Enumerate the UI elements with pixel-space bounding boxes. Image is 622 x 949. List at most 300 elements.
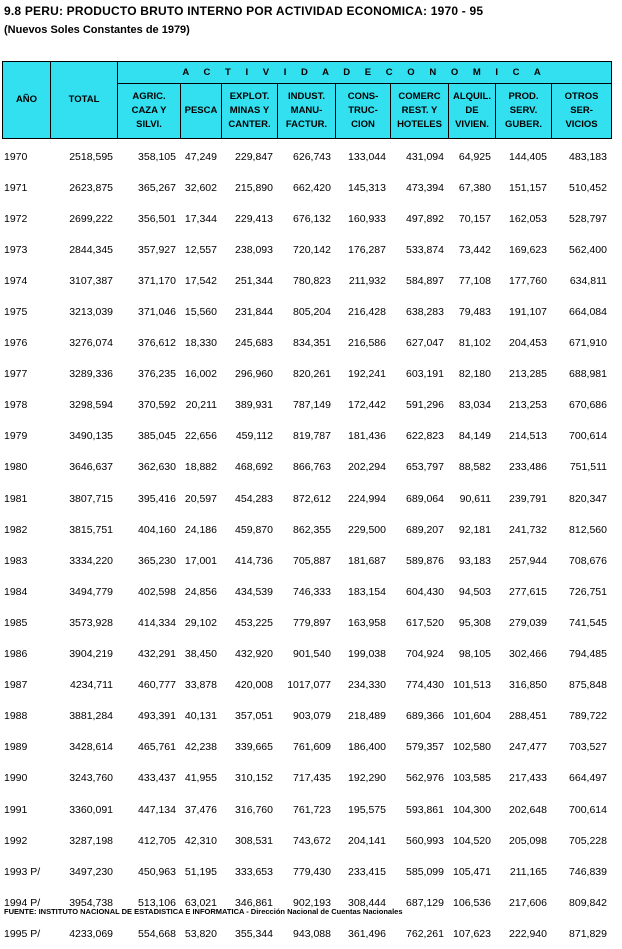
cell-value: 638,283 — [406, 306, 444, 319]
header-col-line: DE — [465, 105, 479, 116]
cell-value: 653,797 — [406, 461, 444, 474]
header-col-line: GUBER. — [505, 119, 542, 130]
cell-value: 3360,091 — [69, 803, 113, 816]
cell-value: 277,615 — [509, 585, 547, 598]
cell-value: 875,848 — [569, 679, 607, 692]
cell-value: 308,444 — [348, 896, 386, 909]
cell-value: 84,149 — [458, 430, 491, 443]
cell-value: 355,344 — [235, 927, 273, 940]
cell-value: 376,235 — [138, 368, 176, 381]
cell-value: 103,585 — [453, 772, 491, 785]
table-row — [2, 328, 611, 359]
cell-value: 204,141 — [348, 834, 386, 847]
row-year: 1995 P/ — [4, 927, 41, 940]
cell-value: 106,536 — [453, 896, 491, 909]
cell-value: 395,416 — [138, 492, 176, 505]
cell-value: 432,291 — [138, 648, 176, 661]
header-actividad-economica: A C T I V I D A D E C O N O M I C A — [118, 62, 612, 84]
cell-value: 497,892 — [406, 212, 444, 225]
cell-value: 376,612 — [138, 337, 176, 350]
cell-value: 102,580 — [453, 741, 491, 754]
row-year: 1985 — [4, 616, 28, 629]
cell-value: 81,102 — [458, 337, 491, 350]
header-col-line: CANTER. — [228, 119, 271, 130]
cell-value: 700,614 — [569, 803, 607, 816]
table-row — [2, 483, 611, 514]
header-col-line: SER- — [570, 105, 593, 116]
cell-value: 17,542 — [184, 274, 217, 287]
row-year: 1970 — [4, 150, 28, 163]
cell-value: 20,597 — [184, 492, 217, 505]
cell-value: 3904,219 — [69, 648, 113, 661]
header-total: TOTAL — [51, 62, 118, 139]
cell-value: 101,604 — [453, 710, 491, 723]
cell-value: 450,963 — [138, 865, 176, 878]
cell-value: 664,497 — [569, 772, 607, 785]
header-col-line: CAZA Y — [131, 105, 167, 116]
cell-value: 302,466 — [509, 648, 547, 661]
cell-value: 98,105 — [458, 648, 491, 661]
cell-value: 93,183 — [458, 554, 491, 567]
header-col-line: COMERC — [398, 91, 441, 102]
row-year: 1988 — [4, 710, 28, 723]
cell-value: 705,887 — [293, 554, 331, 567]
cell-value: 579,357 — [406, 741, 444, 754]
cell-value: 746,839 — [569, 865, 607, 878]
cell-value: 789,722 — [569, 710, 607, 723]
cell-value: 216,428 — [348, 306, 386, 319]
cell-value: 687,129 — [406, 896, 444, 909]
table-row — [2, 763, 611, 794]
cell-value: 688,981 — [569, 368, 607, 381]
cell-value: 720,142 — [293, 243, 331, 256]
cell-value: 622,823 — [406, 430, 444, 443]
cell-value: 820,261 — [293, 368, 331, 381]
cell-value: 617,520 — [406, 616, 444, 629]
cell-value: 51,195 — [184, 865, 217, 878]
cell-value: 741,545 — [569, 616, 607, 629]
cell-value: 333,653 — [235, 865, 273, 878]
cell-value: 385,045 — [138, 430, 176, 443]
cell-value: 2623,875 — [69, 181, 113, 194]
cell-value: 3287,198 — [69, 834, 113, 847]
cell-value: 809,842 — [569, 896, 607, 909]
cell-value: 626,743 — [293, 150, 331, 163]
header-col-3 — [278, 84, 336, 139]
cell-value: 627,047 — [406, 337, 444, 350]
cell-value: 181,436 — [348, 430, 386, 443]
cell-value: 412,705 — [138, 834, 176, 847]
cell-value: 183,154 — [348, 585, 386, 598]
header-col-line: EXPLOT. — [229, 91, 270, 102]
cell-value: 533,874 — [406, 243, 444, 256]
cell-value: 779,430 — [293, 865, 331, 878]
cell-value: 229,413 — [235, 212, 273, 225]
cell-value: 774,430 — [406, 679, 444, 692]
row-year: 1971 — [4, 181, 28, 194]
cell-value: 22,656 — [184, 430, 217, 443]
cell-value: 717,435 — [293, 772, 331, 785]
table-row — [2, 359, 611, 390]
cell-value: 151,157 — [509, 181, 547, 194]
cell-value: 64,925 — [458, 150, 491, 163]
cell-value: 79,483 — [458, 306, 491, 319]
cell-value: 465,761 — [138, 741, 176, 754]
cell-value: 310,152 — [235, 772, 273, 785]
cell-value: 202,294 — [348, 461, 386, 474]
cell-value: 172,442 — [348, 399, 386, 412]
cell-value: 245,683 — [235, 337, 273, 350]
cell-value: 92,181 — [458, 523, 491, 536]
cell-value: 433,437 — [138, 772, 176, 785]
cell-value: 459,112 — [235, 430, 273, 443]
cell-value: 743,672 — [293, 834, 331, 847]
header-col-line: VICIOS — [565, 119, 598, 130]
cell-value: 296,960 — [235, 368, 273, 381]
cell-value: 591,296 — [406, 399, 444, 412]
table-row — [2, 670, 611, 701]
cell-value: 3646,637 — [69, 461, 113, 474]
cell-value: 101,513 — [453, 679, 491, 692]
cell-value: 703,527 — [569, 741, 607, 754]
cell-value: 73,442 — [458, 243, 491, 256]
row-year: 1979 — [4, 430, 28, 443]
header-col-line: MANU- — [290, 105, 323, 116]
row-year: 1984 — [4, 585, 28, 598]
cell-value: 90,611 — [459, 492, 491, 505]
cell-value: 37,476 — [184, 803, 217, 816]
cell-value: 47,249 — [184, 150, 217, 163]
data-table — [2, 141, 611, 949]
table-row — [2, 265, 611, 296]
cell-value: 604,430 — [406, 585, 444, 598]
cell-value: 339,665 — [235, 741, 273, 754]
header-col-line: AGRIC. — [132, 91, 166, 102]
cell-value: 459,870 — [235, 523, 273, 536]
cell-value: 3428,614 — [69, 741, 113, 754]
cell-value: 589,876 — [406, 554, 444, 567]
table-row — [2, 794, 611, 825]
cell-value: 432,920 — [235, 648, 273, 661]
cell-value: 356,501 — [138, 212, 176, 225]
cell-value: 513,106 — [138, 896, 176, 909]
row-year: 1989 — [4, 741, 28, 754]
header-year: AÑO — [3, 62, 51, 139]
cell-value: 222,940 — [509, 927, 547, 940]
cell-value: 689,207 — [406, 523, 444, 536]
cell-value: 689,366 — [406, 710, 444, 723]
cell-value: 12,557 — [184, 243, 217, 256]
cell-value: 251,344 — [235, 274, 273, 287]
cell-value: 279,039 — [509, 616, 547, 629]
cell-value: 53,820 — [184, 927, 217, 940]
cell-value: 29,102 — [184, 616, 217, 629]
table-row — [2, 514, 611, 545]
cell-value: 24,856 — [184, 585, 217, 598]
cell-value: 239,791 — [509, 492, 547, 505]
cell-value: 217,606 — [509, 896, 547, 909]
cell-value: 176,287 — [348, 243, 386, 256]
cell-value: 834,351 — [293, 337, 331, 350]
cell-value: 447,134 — [138, 803, 176, 816]
cell-value: 2699,222 — [69, 212, 113, 225]
cell-value: 3815,751 — [69, 523, 113, 536]
cell-value: 943,088 — [293, 927, 331, 940]
cell-value: 634,811 — [569, 274, 607, 287]
cell-value: 211,932 — [348, 274, 386, 287]
cell-value: 871,829 — [569, 927, 607, 940]
table-row — [2, 141, 611, 172]
cell-value: 670,686 — [569, 399, 607, 412]
cell-value: 3573,928 — [69, 616, 113, 629]
table-row — [2, 452, 611, 483]
cell-value: 862,355 — [293, 523, 331, 536]
cell-value: 662,420 — [293, 181, 331, 194]
cell-value: 2844,345 — [69, 243, 113, 256]
header-col-line: HOTELES — [397, 119, 442, 130]
cell-value: 195,575 — [348, 803, 386, 816]
cell-value: 3243,760 — [69, 772, 113, 785]
cell-value: 453,225 — [235, 616, 273, 629]
cell-value: 3497,230 — [69, 865, 113, 878]
cell-value: 794,485 — [569, 648, 607, 661]
cell-value: 191,107 — [509, 306, 547, 319]
cell-value: 585,099 — [406, 865, 444, 878]
cell-value: 288,451 — [509, 710, 547, 723]
cell-value: 83,034 — [458, 399, 491, 412]
cell-value: 704,924 — [406, 648, 444, 661]
row-year: 1983 — [4, 554, 28, 567]
row-year: 1981 — [4, 492, 28, 505]
cell-value: 186,400 — [348, 741, 386, 754]
row-year: 1982 — [4, 523, 28, 536]
cell-value: 247,477 — [509, 741, 547, 754]
table-row — [2, 172, 611, 203]
page-subtitle: (Nuevos Soles Constantes de 1979) — [4, 24, 190, 36]
row-year: 1993 P/ — [4, 865, 41, 878]
cell-value: 761,609 — [293, 741, 331, 754]
row-year: 1977 — [4, 368, 28, 381]
cell-value: 726,751 — [569, 585, 607, 598]
header-col-7 — [496, 84, 552, 139]
cell-value: 233,415 — [348, 865, 386, 878]
table-row — [2, 856, 611, 887]
cell-value: 901,540 — [293, 648, 331, 661]
cell-value: 554,668 — [138, 927, 176, 940]
cell-value: 213,285 — [509, 368, 547, 381]
row-year: 1972 — [4, 212, 28, 225]
cell-value: 211,165 — [509, 865, 547, 878]
cell-value: 33,878 — [184, 679, 217, 692]
header-col-line: CONS- — [347, 91, 379, 102]
cell-value: 202,648 — [509, 803, 547, 816]
row-year: 1980 — [4, 461, 28, 474]
header-col-line: ALQUIL. — [453, 91, 491, 102]
cell-value: 812,560 — [569, 523, 607, 536]
cell-value: 779,897 — [293, 616, 331, 629]
cell-value: 217,433 — [509, 772, 547, 785]
cell-value: 199,038 — [348, 648, 386, 661]
table-row — [2, 390, 611, 421]
header-col-line: MINAS Y — [229, 105, 270, 116]
table-row — [2, 918, 611, 949]
header-col-line: INDUST. — [288, 91, 325, 102]
cell-value: 16,002 — [184, 368, 217, 381]
cell-value: 664,084 — [569, 306, 607, 319]
cell-value: 365,230 — [138, 554, 176, 567]
cell-value: 2518,595 — [69, 150, 113, 163]
cell-value: 3107,387 — [69, 274, 113, 287]
cell-value: 3881,284 — [69, 710, 113, 723]
cell-value: 214,513 — [509, 430, 547, 443]
cell-value: 104,520 — [453, 834, 491, 847]
cell-value: 169,623 — [509, 243, 547, 256]
cell-value: 162,053 — [509, 212, 547, 225]
cell-value: 20,211 — [185, 399, 217, 412]
cell-value: 510,452 — [569, 181, 607, 194]
cell-value: 94,503 — [458, 585, 491, 598]
cell-value: 404,160 — [138, 523, 176, 536]
cell-value: 82,180 — [458, 368, 491, 381]
cell-value: 389,931 — [235, 399, 273, 412]
table-row — [2, 576, 611, 607]
cell-value: 42,310 — [184, 834, 217, 847]
cell-value: 316,760 — [235, 803, 273, 816]
cell-value: 460,777 — [138, 679, 176, 692]
cell-value: 689,064 — [406, 492, 444, 505]
cell-value: 145,313 — [348, 181, 386, 194]
cell-value: 229,847 — [235, 150, 273, 163]
cell-value: 77,108 — [458, 274, 491, 287]
cell-value: 15,560 — [184, 306, 217, 319]
cell-value: 17,344 — [184, 212, 217, 225]
header-col-2 — [222, 84, 278, 139]
header-col-line: VIVIEN. — [455, 119, 489, 130]
row-year: 1978 — [4, 399, 28, 412]
cell-value: 358,105 — [138, 150, 176, 163]
cell-value: 205,098 — [509, 834, 547, 847]
header-col-line: PROD. — [508, 91, 539, 102]
cell-value: 584,897 — [406, 274, 444, 287]
cell-value: 3494,779 — [69, 585, 113, 598]
cell-value: 229,500 — [348, 523, 386, 536]
cell-value: 528,797 — [569, 212, 607, 225]
table-row — [2, 639, 611, 670]
source-note: FUENTE: INSTITUTO NACIONAL DE ESTADISTICA E INFORMATICA - Dirección Nacional de Cuentas Nacionales — [4, 907, 403, 916]
cell-value: 107,623 — [453, 927, 491, 940]
cell-value: 371,170 — [138, 274, 176, 287]
row-year: 1994 P/ — [4, 896, 41, 909]
cell-value: 493,391 — [138, 710, 176, 723]
cell-value: 192,241 — [348, 368, 386, 381]
row-year: 1986 — [4, 648, 28, 661]
cell-value: 357,927 — [138, 243, 176, 256]
cell-value: 3954,738 — [69, 896, 113, 909]
header-col-line: PESCA — [184, 105, 218, 116]
header-col-4 — [336, 84, 391, 139]
cell-value: 70,157 — [458, 212, 491, 225]
header-col-line: OTROS — [564, 91, 599, 102]
cell-value: 3334,220 — [69, 554, 113, 567]
cell-value: 746,333 — [293, 585, 331, 598]
cell-value: 562,400 — [569, 243, 607, 256]
header-col-1 — [181, 84, 222, 139]
cell-value: 215,890 — [235, 181, 273, 194]
cell-value: 41,955 — [184, 772, 217, 785]
cell-value: 820,347 — [569, 492, 607, 505]
cell-value: 473,394 — [406, 181, 444, 194]
cell-value: 238,093 — [235, 243, 273, 256]
cell-value: 32,602 — [184, 181, 217, 194]
cell-value: 18,330 — [184, 337, 217, 350]
table-row — [2, 825, 611, 856]
cell-value: 762,261 — [406, 927, 444, 940]
table-row — [2, 607, 611, 638]
cell-value: 1017,077 — [287, 679, 331, 692]
page-title: 9.8 PERU: PRODUCTO BRUTO INTERNO POR ACTIVIDAD ECONOMICA: 1970 - 95 — [4, 4, 484, 18]
row-year: 1992 — [4, 834, 28, 847]
cell-value: 761,723 — [293, 803, 331, 816]
cell-value: 708,676 — [569, 554, 607, 567]
cell-value: 434,539 — [235, 585, 273, 598]
row-year: 1975 — [4, 306, 28, 319]
cell-value: 234,330 — [348, 679, 386, 692]
cell-value: 40,131 — [184, 710, 217, 723]
row-year: 1987 — [4, 679, 28, 692]
cell-value: 371,046 — [138, 306, 176, 319]
cell-value: 4234,711 — [69, 679, 113, 692]
table-row — [2, 296, 611, 327]
cell-value: 38,450 — [184, 648, 217, 661]
cell-value: 177,760 — [509, 274, 547, 287]
cell-value: 603,191 — [406, 368, 444, 381]
cell-value: 213,253 — [509, 399, 547, 412]
cell-value: 805,204 — [293, 306, 331, 319]
cell-value: 3213,039 — [69, 306, 113, 319]
header-col-6 — [449, 84, 496, 139]
cell-value: 3289,336 — [69, 368, 113, 381]
cell-value: 872,612 — [293, 492, 331, 505]
cell-value: 231,844 — [235, 306, 273, 319]
header-col-5 — [391, 84, 449, 139]
cell-value: 104,300 — [453, 803, 491, 816]
cell-value: 700,614 — [569, 430, 607, 443]
cell-value: 181,687 — [348, 554, 386, 567]
cell-value: 257,944 — [509, 554, 547, 567]
cell-value: 4233,069 — [69, 927, 113, 940]
cell-value: 3298,594 — [69, 399, 113, 412]
cell-value: 431,094 — [406, 150, 444, 163]
table-row — [2, 732, 611, 763]
header-col-line: SERV. — [509, 105, 538, 116]
cell-value: 133,044 — [348, 150, 386, 163]
cell-value: 3276,074 — [69, 337, 113, 350]
cell-value: 3490,135 — [69, 430, 113, 443]
header-col-line: TRUC- — [348, 105, 378, 116]
header-col-line: SILVI. — [136, 119, 162, 130]
cell-value: 420,008 — [235, 679, 273, 692]
cell-value: 562,976 — [406, 772, 444, 785]
cell-value: 903,079 — [293, 710, 331, 723]
table-row — [2, 203, 611, 234]
table-row — [2, 234, 611, 265]
cell-value: 63,021 — [184, 896, 217, 909]
cell-value: 216,586 — [348, 337, 386, 350]
header-col-line: FACTUR. — [285, 119, 328, 130]
cell-value: 3807,715 — [69, 492, 113, 505]
cell-value: 819,787 — [293, 430, 331, 443]
cell-value: 233,486 — [509, 461, 547, 474]
